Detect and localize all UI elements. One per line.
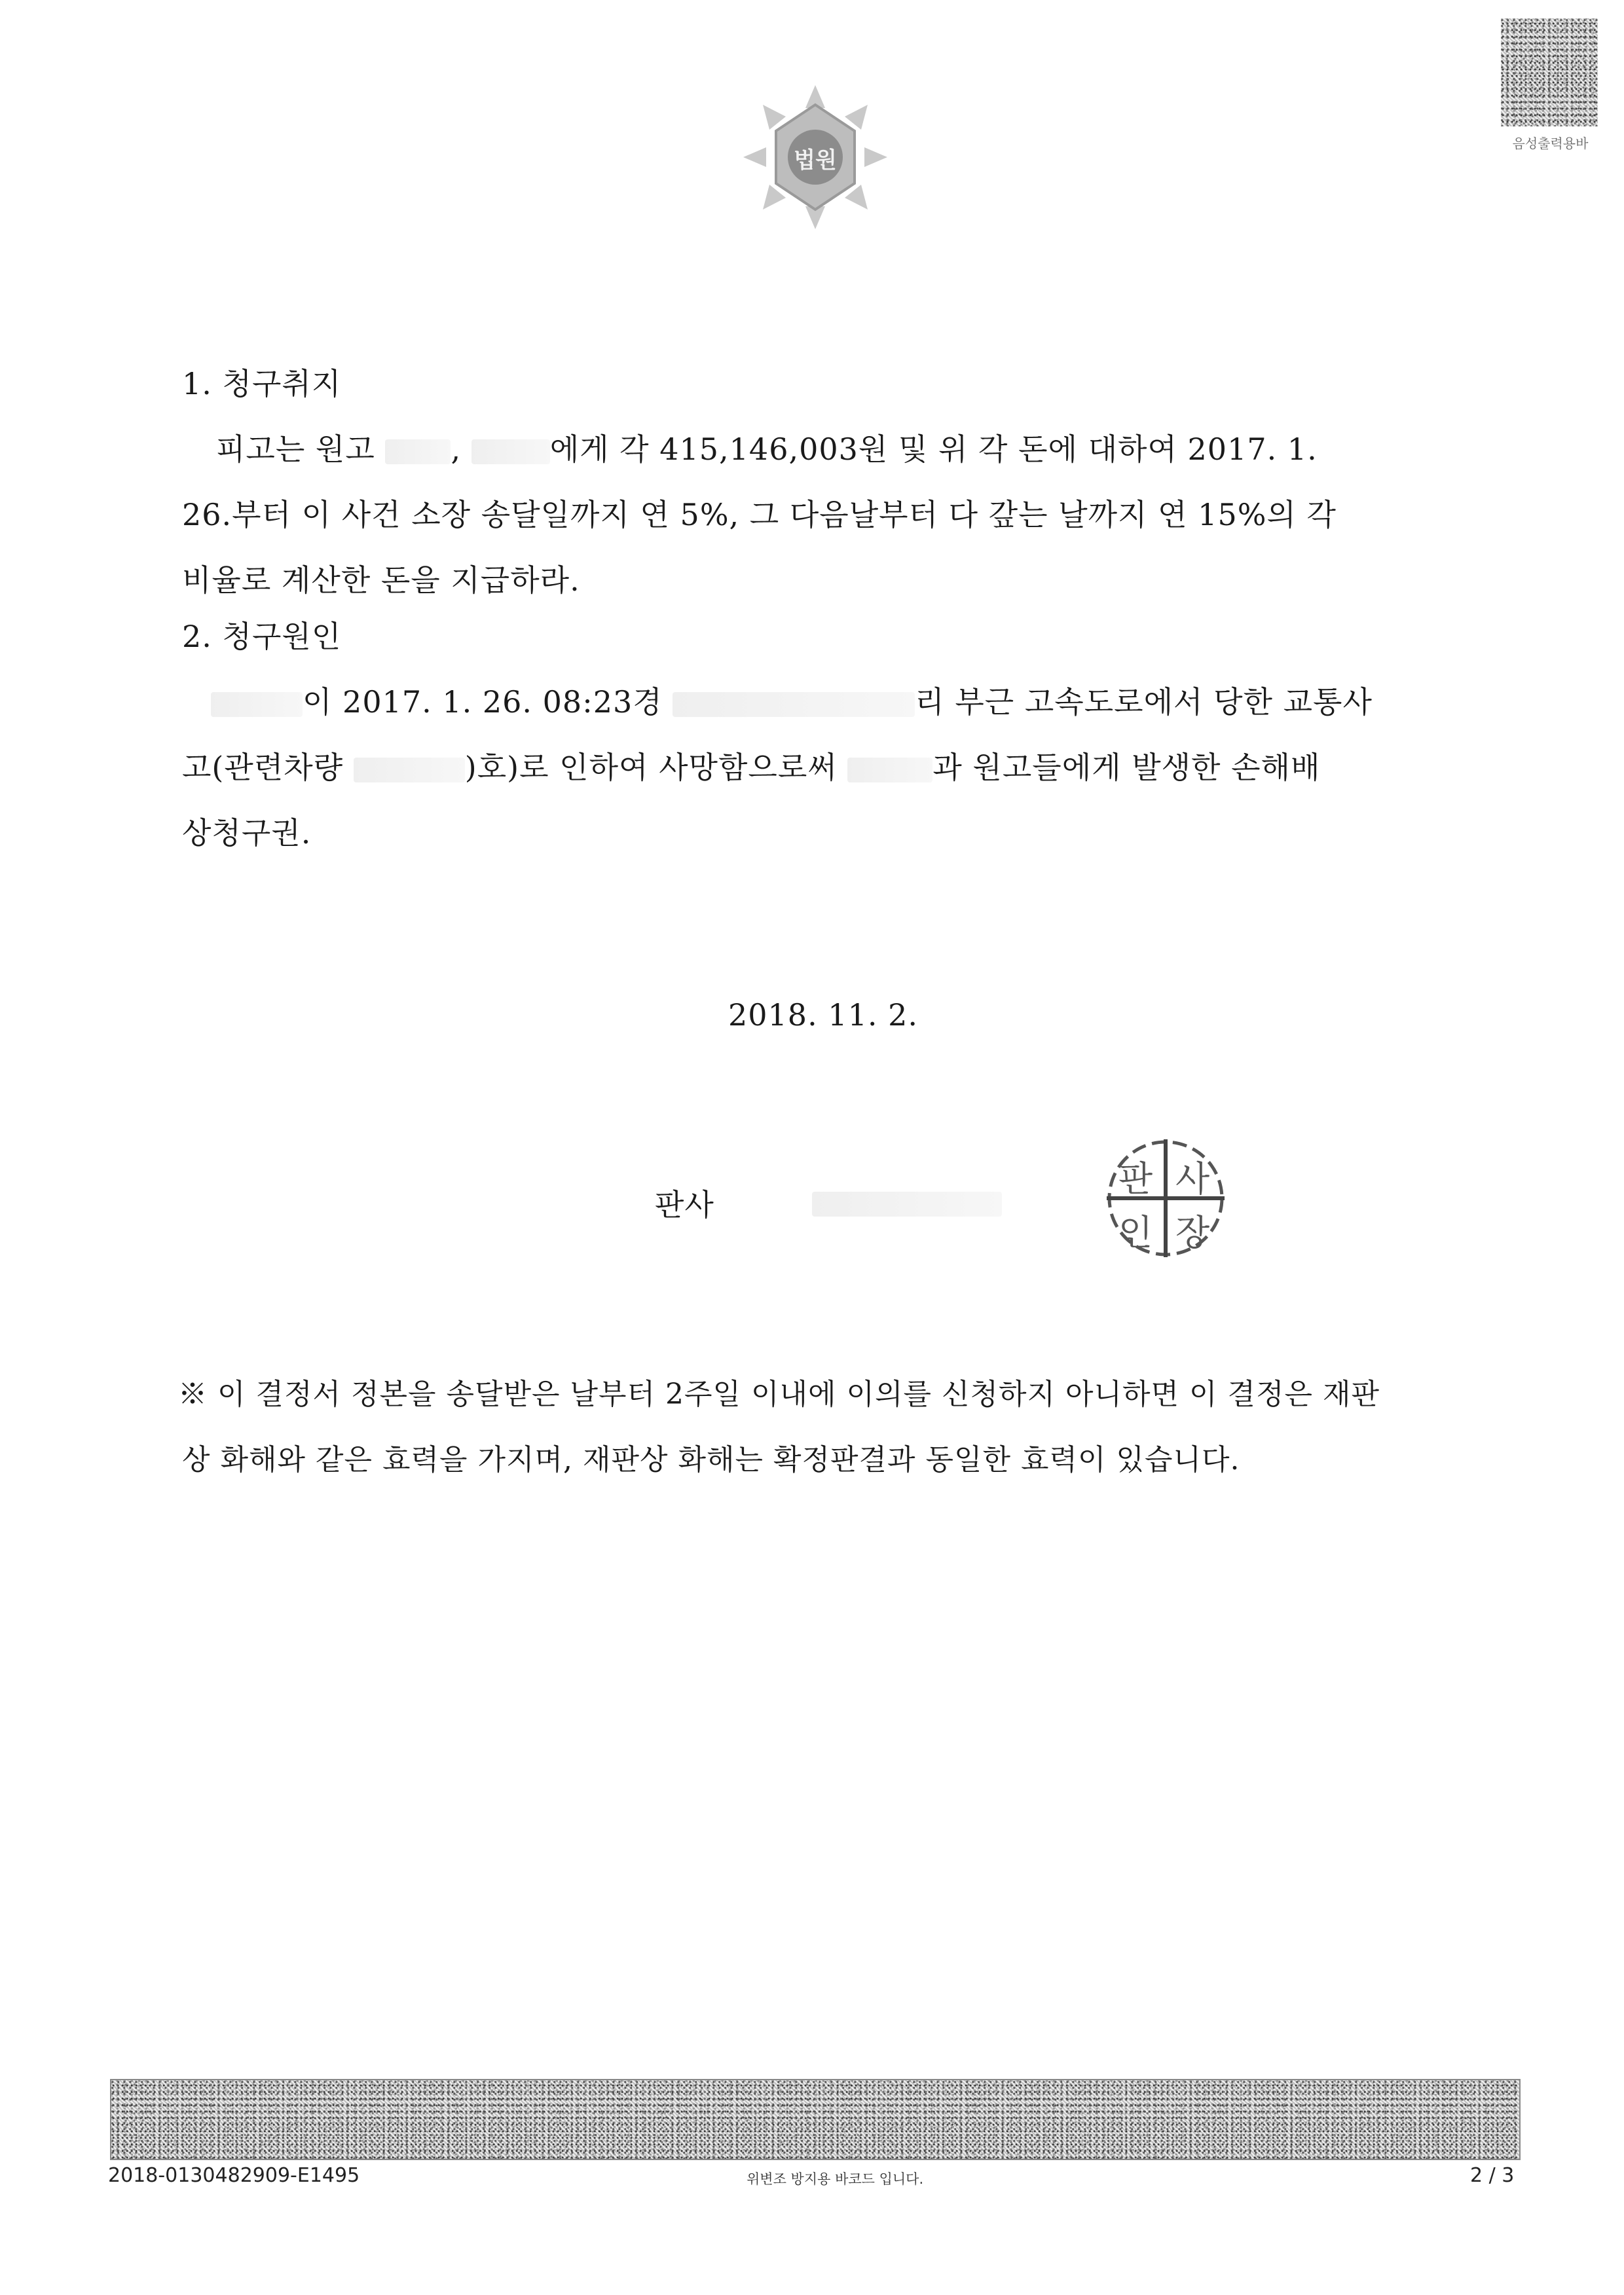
court-emblem xyxy=(737,79,894,236)
section1-line1 xyxy=(216,416,1460,482)
judge-seal xyxy=(1100,1133,1231,1264)
section2-line2 xyxy=(182,735,1485,800)
qr-code xyxy=(1501,18,1598,126)
section1-comma: , xyxy=(451,431,462,467)
document-id: 2018-0130482909-E1495 xyxy=(108,2164,360,2187)
section1-line3: 비율로 계산한 돈을 지급하라. xyxy=(182,562,580,598)
section2-line1-b: 리 부근 고속도로에서 당한 교통사 xyxy=(915,684,1373,720)
seal-glyph-1: 판 xyxy=(1118,1158,1153,1200)
section1-line1-rest: 에게 각 415,146,003원 및 위 각 돈에 대하여 2017. 1. xyxy=(549,431,1318,467)
seal-glyph-2: 사 xyxy=(1175,1158,1210,1200)
redacted-vehicle xyxy=(354,758,465,782)
section2-heading: 2. 청구원인 xyxy=(182,619,342,654)
emblem-label: 법원 xyxy=(794,147,837,174)
notice-line2: 상 화해와 같은 효력을 가지며, 재판상 화해는 확정판결과 동일한 효력이 있습니다. xyxy=(182,1443,1240,1477)
section2-line3: 상청구권. xyxy=(182,815,312,851)
barcode-caption: 위변조 방지용 바코드 입니다. xyxy=(747,2171,924,2187)
section1-line1-start: 피고는 원고 xyxy=(216,431,375,467)
redacted-name-2 xyxy=(847,758,932,782)
redacted-deceased-name xyxy=(211,692,303,717)
seal-glyph-4: 장 xyxy=(1175,1212,1210,1253)
redacted-location xyxy=(673,692,915,717)
qr-caption: 음성출력용바 xyxy=(1512,136,1589,151)
page-number: 2 / 3 xyxy=(1470,2164,1515,2187)
seal-glyph-3: 인 xyxy=(1118,1212,1153,1253)
notice-line1: ※ 이 결정서 정본을 송달받은 날부터 2주일 이내에 이의를 신청하지 아니하면 이 결정은 재판 xyxy=(178,1378,1380,1411)
redacted-judge-name xyxy=(812,1192,1002,1217)
section2-line1 xyxy=(211,669,1488,735)
redacted-plaintiff-2 xyxy=(471,439,550,464)
section2-line1-a: 이 2017. 1. 26. 08:23경 xyxy=(303,684,663,720)
document-date: 2018. 11. 2. xyxy=(728,997,918,1033)
section2-line2-c: 과 원고들에게 발생한 손해배 xyxy=(932,750,1321,785)
section2-line2-b: )호)로 인하여 사망함으로써 xyxy=(464,750,838,785)
redacted-plaintiff-1 xyxy=(385,439,451,464)
section1-line2: 26.부터 이 사건 소장 송달일까지 연 5%, 그 다음날부터 다 갚는 날까지 연 15%의 각 xyxy=(182,497,1337,532)
section1-heading: 1. 청구취지 xyxy=(182,366,342,401)
section2-line2-a: 고(관련차량 xyxy=(182,750,344,785)
judge-title: 판사 xyxy=(655,1187,714,1222)
anti-forgery-barcode xyxy=(110,2079,1521,2160)
